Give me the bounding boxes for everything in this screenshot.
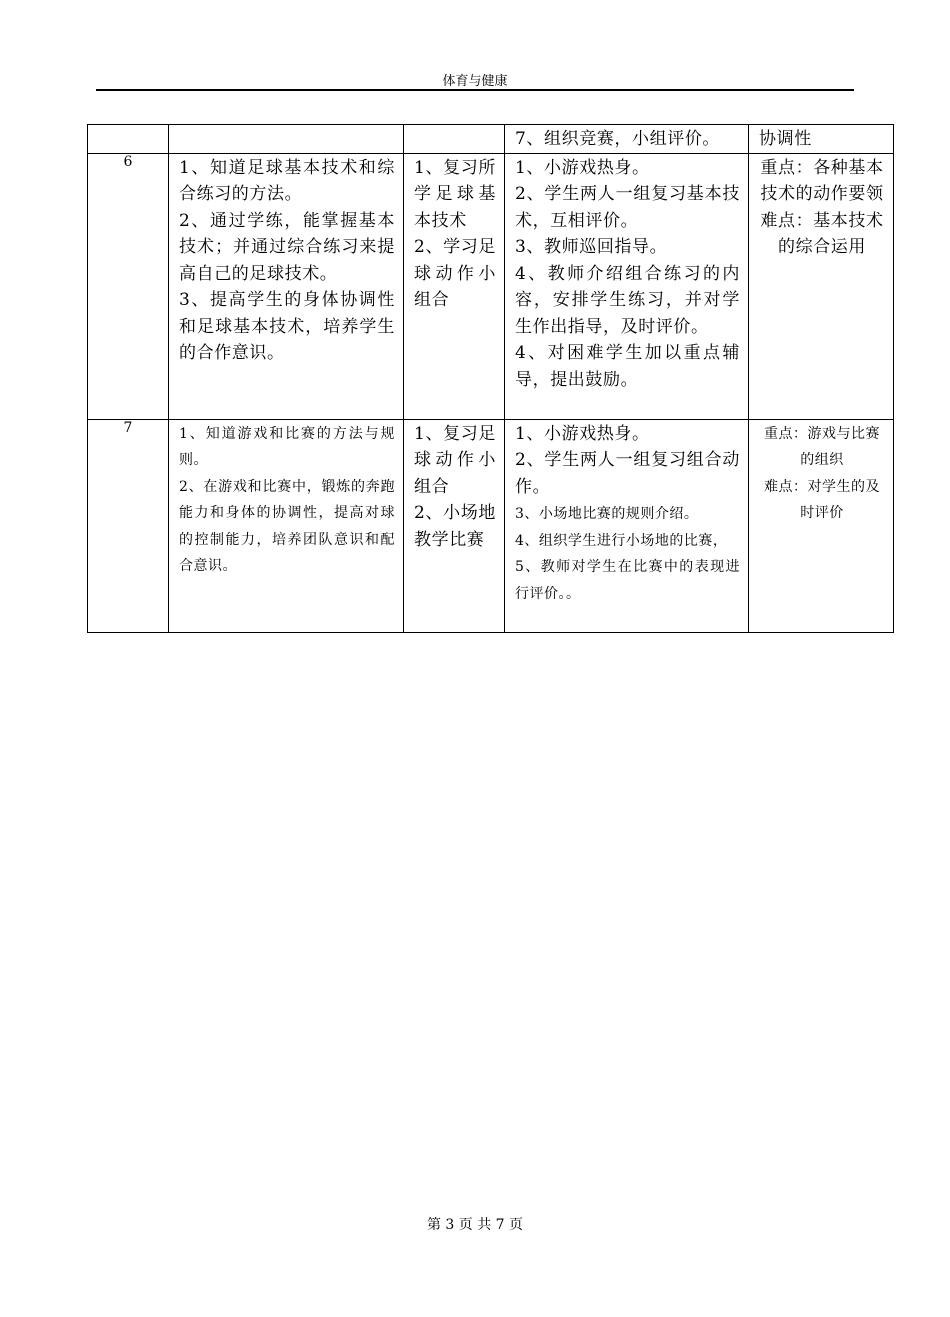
goals-cell <box>169 153 404 419</box>
content-item: 1、复习足球动作小组合 <box>414 423 496 497</box>
goal-item: 1、知道游戏和比赛的方法与规则。 <box>179 425 395 468</box>
method-item: 5、教师对学生在比赛中的表现进行评价。。 <box>515 559 740 602</box>
content-item: 2、小场地教学比赛 <box>414 503 496 550</box>
lesson-plan-table <box>87 124 894 633</box>
content-item: 1、复习所学足球基本技术 <box>414 157 496 231</box>
key-points-cell <box>749 153 894 419</box>
content-cell <box>404 153 505 419</box>
method-item: 2、学生两人一组复习基本技术，互相评价。 <box>515 184 740 231</box>
goals-cell <box>169 125 404 154</box>
key-points-cell <box>749 419 894 632</box>
method-item: 7、组织竞赛，小组评价。 <box>515 129 721 149</box>
header-rule <box>96 89 854 91</box>
table-row <box>88 153 894 419</box>
method-item: 1、小游戏热身。 <box>515 423 650 444</box>
table-row <box>88 419 894 632</box>
table-row <box>88 125 894 154</box>
content-item: 2、学习足球动作小组合 <box>414 237 496 310</box>
lesson-number <box>88 125 169 154</box>
methods-cell <box>505 153 749 419</box>
lesson-number: 6 <box>88 153 169 419</box>
method-item: 2、学生两人一组复习组合动作。 <box>515 450 740 497</box>
content-cell <box>404 125 505 154</box>
goal-item: 2、通过学练，能掌握基本技术；并通过综合练习来提高自己的足球技术。 <box>179 210 395 284</box>
goal-item: 2、在游戏和比赛中，锻炼的奔跑能力和身体的协调性，提高对球的控制能力，培养团队意识和配合意识。 <box>179 478 395 574</box>
key-point-item: 难点：基本技术的综合运用 <box>760 210 884 257</box>
method-item: 4、教师介绍组合练习的内容，安排学生练习，并对学生作出指导，及时评价。 <box>515 263 740 337</box>
methods-cell <box>505 419 749 632</box>
methods-cell <box>505 125 749 154</box>
key-point-item: 重点：游戏与比赛的组织 <box>764 425 880 468</box>
method-item: 3、教师巡回指导。 <box>515 237 668 257</box>
method-item: 1、小游戏热身。 <box>515 157 650 178</box>
content-cell <box>404 419 505 632</box>
method-item: 4、组织学生进行小场地的比赛， <box>515 532 728 549</box>
key-point-item: 重点：各种基本技术的动作要领 <box>760 157 884 204</box>
goal-item: 3、提高学生的身体协调性和足球基本技术，培养学生的合作意识。 <box>179 290 395 363</box>
method-item: 3、小场地比赛的规则介绍。 <box>515 506 699 522</box>
key-point-item: 协调性 <box>759 129 812 149</box>
key-point-item: 难点：对学生的及时评价 <box>764 478 880 521</box>
key-points-cell <box>749 125 894 154</box>
page-header-title: 体育与健康 <box>442 74 508 89</box>
goals-cell <box>169 419 404 632</box>
lesson-number: 7 <box>88 419 169 632</box>
goal-item: 1、知道足球基本技术和综合练习的方法。 <box>179 157 395 204</box>
method-item: 4、对困难学生加以重点辅导，提出鼓励。 <box>515 343 740 390</box>
page-footer-number: 第 3 页 共 7 页 <box>426 1217 524 1233</box>
